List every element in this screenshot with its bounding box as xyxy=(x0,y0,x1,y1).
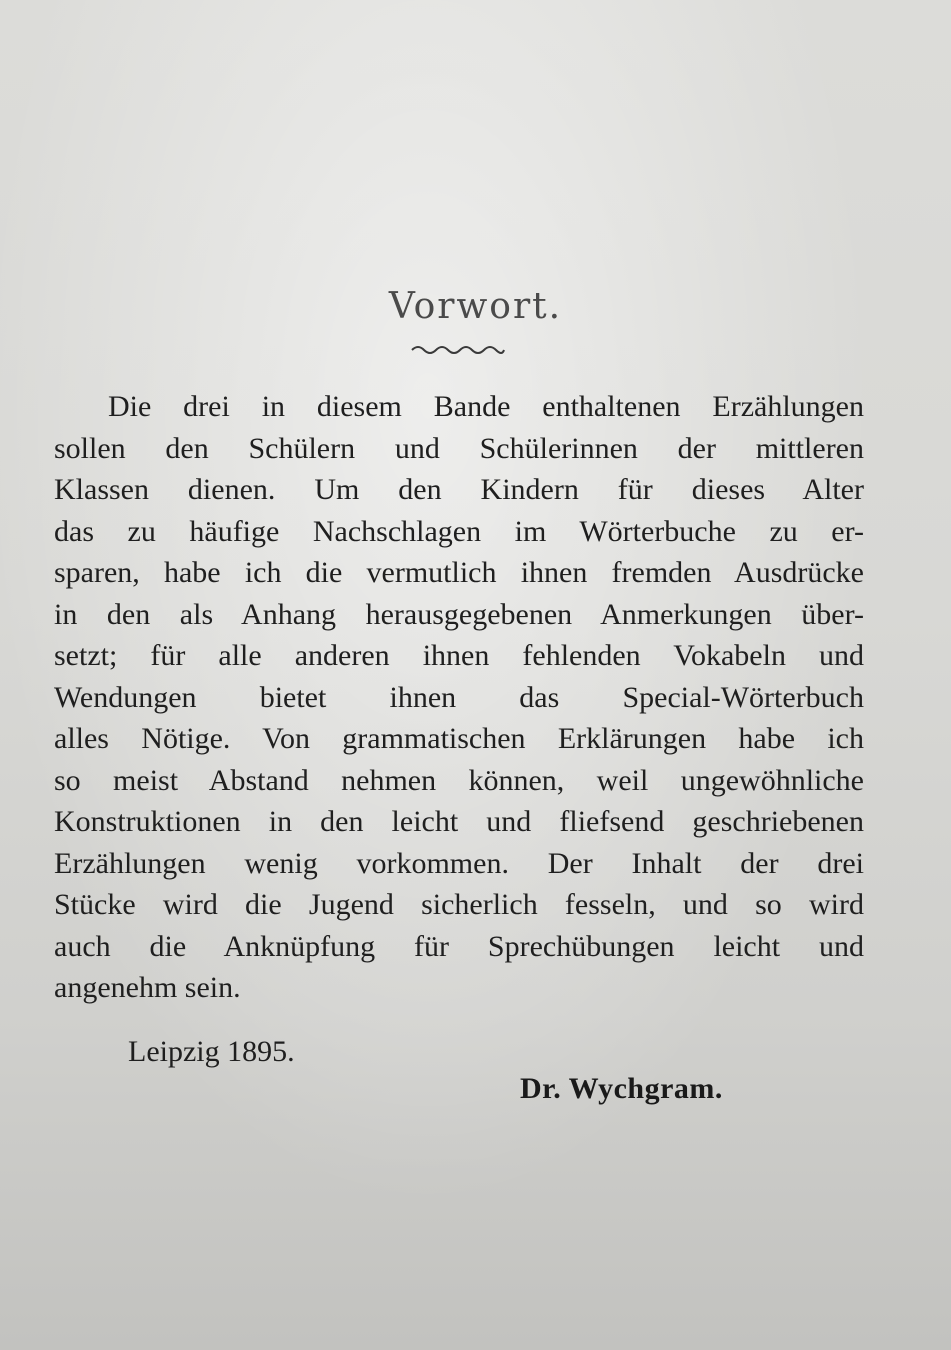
text-line: Stücke wird die Jugend sicherlich fesseln, und so wird xyxy=(54,888,864,921)
text-line: sollen den Schülern und Schülerinnen der mittleren xyxy=(54,431,864,465)
text-line: so meist Abstand nehmen können, weil ungewöhnliche xyxy=(54,763,864,797)
text-line: sparen, habe ich die vermutlich ihnen fremden Ausdrücke xyxy=(54,556,864,589)
author-signature: Dr. Wychgram. xyxy=(520,1072,723,1105)
text-line: das zu häufige Nachschlagen im Wörterbuche zu er- xyxy=(54,514,864,548)
preface-paragraph xyxy=(54,386,864,1009)
text-line: auch die Anknüpfung für Sprechübungen leicht und xyxy=(54,929,864,963)
page-title: Vorwort. xyxy=(388,286,563,327)
place-date: Leipzig 1895. xyxy=(128,1035,295,1068)
text-line: Die drei in diesem Bande enthaltenen Erzählungen xyxy=(108,390,864,423)
text-line: Konstruktionen in den leicht und fliefsend geschriebenen xyxy=(54,805,864,838)
text-line: alles Nötige. Von grammatischen Erklärungen habe ich xyxy=(54,722,864,755)
wavy-divider xyxy=(410,343,506,357)
text-line: angenehm sein. xyxy=(54,971,241,1004)
text-line: in den als Anhang herausgegebenen Anmerkungen über- xyxy=(54,597,864,631)
text-line: Klassen dienen. Um den Kindern für dieses Alter xyxy=(54,473,864,506)
text-line: Wendungen bietet ihnen das Special-Wörterbuch xyxy=(54,680,864,714)
text-line: setzt; für alle anderen ihnen fehlenden Vokabeln und xyxy=(54,639,864,672)
text-line: Erzählungen wenig vorkommen. Der Inhalt der drei xyxy=(54,846,864,880)
